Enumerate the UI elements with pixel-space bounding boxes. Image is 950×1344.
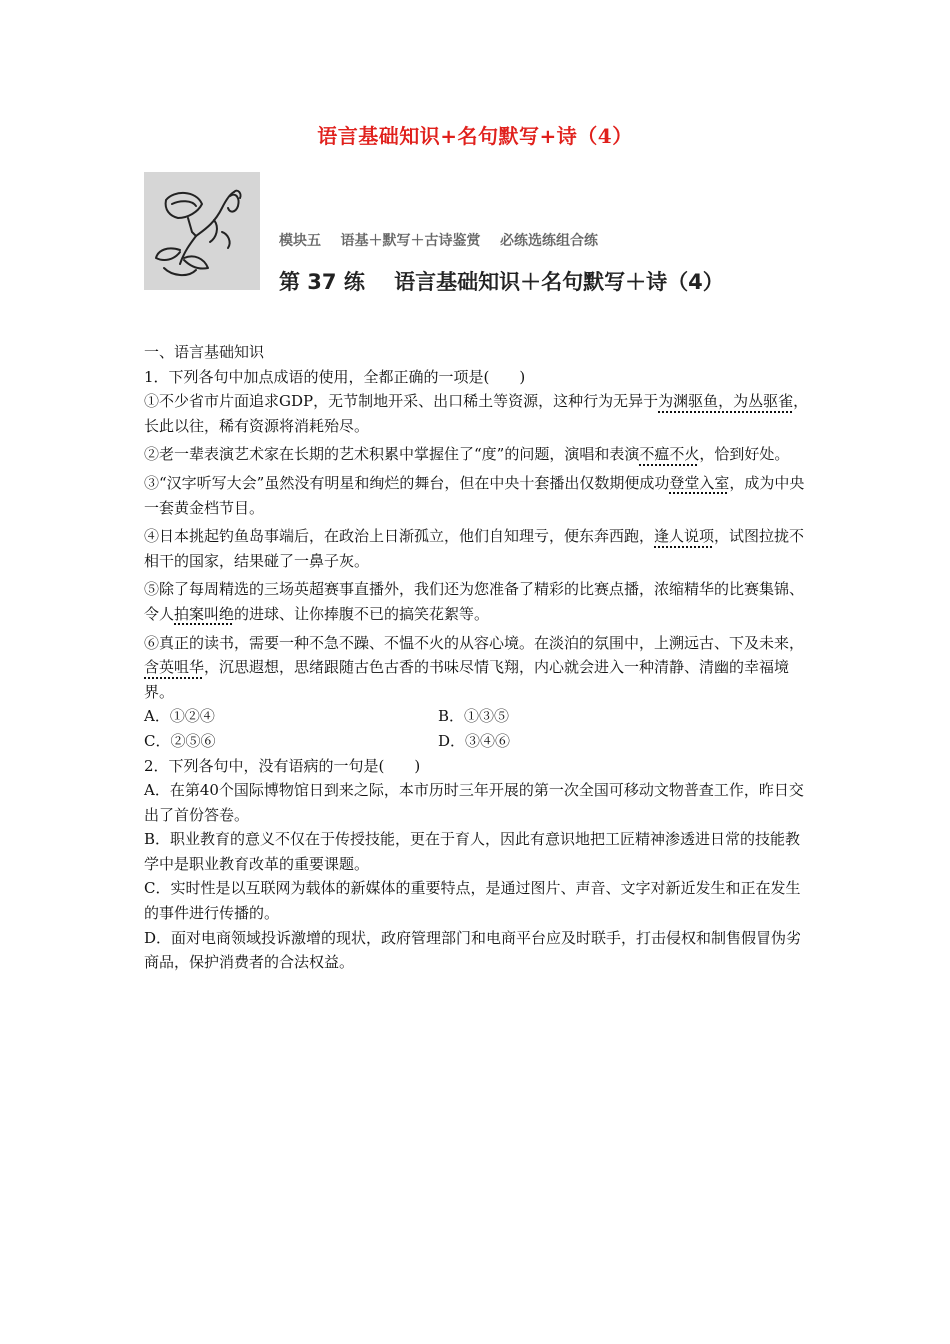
question-2-option-c: C．实时性是以互联网为载体的新媒体的重要特点，是通过图片、声音、文字对新近发生和正在发生的事件进行传播的。: [144, 879, 801, 923]
question-1-stem: 1．下列各句中加点成语的使用，全都正确的一项是( ): [144, 367, 526, 386]
option-c: C．②⑤⑥: [144, 731, 216, 750]
section-heading: 一、语言基础知识: [144, 343, 265, 361]
question-1-sentence-5: ⑤除了每周精选的三场英超赛事直播外，我们还为您准备了精彩的比赛点播，浓缩精华的比赛集锦、令人拍案叫绝的进球、让你捧腹不已的搞笑花絮等。: [144, 580, 805, 623]
option-a: A．①②④: [144, 707, 215, 726]
question-1-sentence-3: ③“汉字听写大会”虽然没有明星和绚烂的舞台，但在中央十套播出仅数期便成功登堂入室，成为中央一套黄金档节目。: [144, 473, 805, 517]
question-1-options-row-1: [144, 704, 810, 729]
question-1-options-row-2: [144, 729, 810, 754]
lesson-title: 第 37 练 语言基础知识＋名句默写＋诗（4）: [279, 270, 724, 294]
question-1-sentence-2: ②老一辈表演艺术家在长期的艺术积累中掌握住了“度”的问题，演唱和表演不瘟不火，恰到好处。: [144, 445, 790, 464]
dotted-idiom: 拍案叫绝: [174, 604, 235, 623]
morning-glory-illustration: [144, 172, 260, 290]
question-2-option-d: D．面对电商领域投诉激增的现状，政府管理部门和电商平台应及时联手，打击侵权和制售假冒伪劣商品，保护消费者的合法权益。: [144, 928, 802, 972]
question-1-sentence-4: ④日本挑起钓鱼岛事端后，在政治上日渐孤立，他们自知理亏，便东奔西跑，逢人说项，试图拉拢不相干的国家，结果碰了一鼻子灰。: [144, 527, 805, 570]
dotted-idiom: 登堂入室: [669, 473, 730, 492]
question-1-sentence-6: ⑥真正的读书，需要一种不急不躁、不愠不火的从容心境。在淡泊的氛围中，上溯远古、下及未来，含英咀华，沉思遐想，思绪跟随古色古香的书味尽情飞翔，内心就会进入一种清静、清幽的幸福境界。: [144, 633, 805, 701]
question-1-sentence-1: ①不少省市片面追求GDP，无节制地开采、出口稀土等资源，这种行为无异于为渊驱鱼，为丛驱雀，长此以往，稀有资源将消耗殆尽。: [144, 392, 809, 435]
question-2-option-a: A．在第40个国际博物馆日到来之际，本市历时三年开展的第一次全国可移动文物普查工作，昨日交出了首份答卷。: [144, 781, 804, 824]
dotted-idiom: 不瘟不火: [639, 445, 700, 464]
dotted-idiom: 逢人说项: [654, 527, 715, 546]
question-2-option-b: B．职业教育的意义不仅在于传授技能，更在于育人，因此有意识地把工匠精神渗透进日常的技能教学中是职业教育改革的重要课题。: [144, 830, 801, 873]
document-body: [144, 340, 810, 975]
dotted-idiom: 含英咀华: [144, 658, 205, 677]
module-subtitle: 模块五 语基＋默写＋古诗鉴赏 必练选练组合练: [279, 233, 598, 249]
dotted-idiom: 为渊驱鱼，为丛驱雀: [658, 392, 794, 411]
question-2-stem: 2．下列各句中，没有语病的一句是( ): [144, 756, 421, 775]
flower-icon: [144, 172, 260, 290]
document-title: 语言基础知识+名句默写+诗（4）: [317, 124, 633, 148]
option-d: D．③④⑥: [438, 731, 511, 750]
option-b: B．①③⑤: [438, 707, 510, 726]
